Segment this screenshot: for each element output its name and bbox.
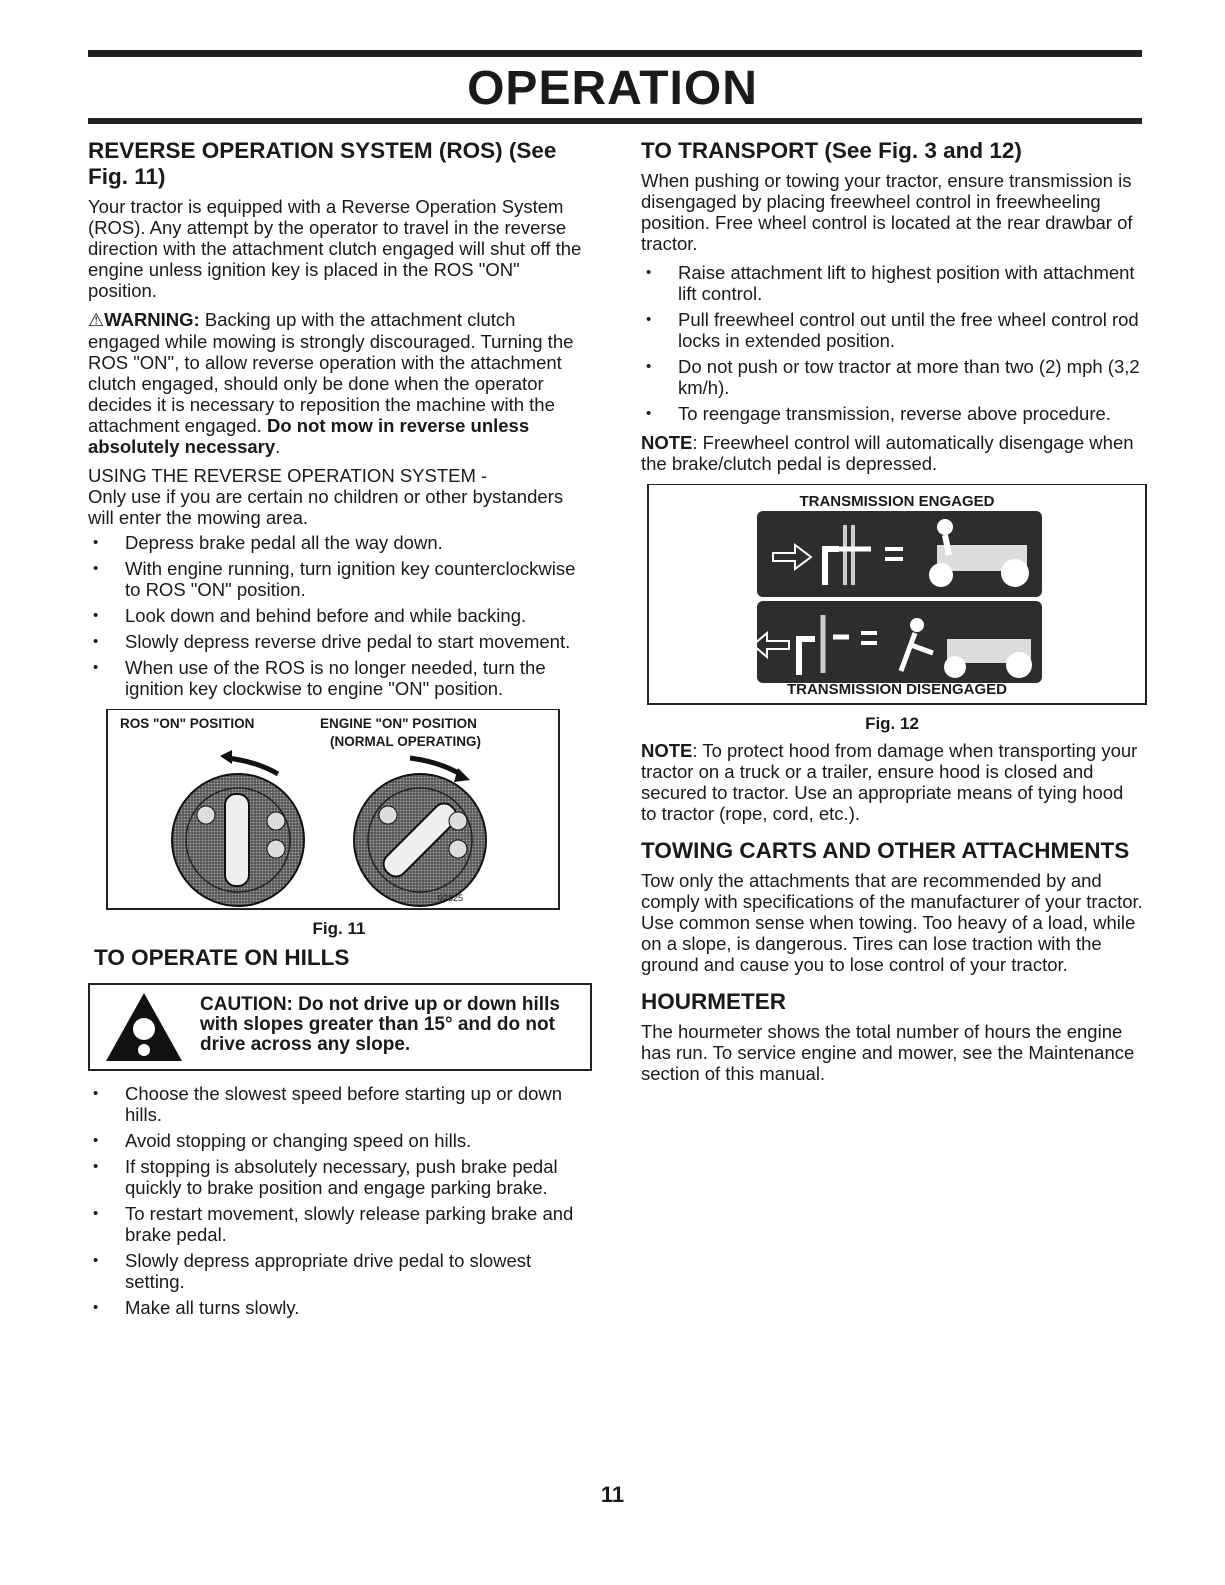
transport-note-2 bbox=[641, 740, 1143, 824]
transport-list bbox=[641, 262, 1143, 424]
transport-intro: When pushing or towing your tractor, ensure transmission is disengaged by placing freewheel control in freewheeling position. Free wheel control is located at the rear drawbar of tractor. bbox=[641, 170, 1133, 254]
list-item: • Depress brake pedal all the way down. bbox=[88, 532, 590, 553]
warning-label: WARNING: bbox=[104, 309, 200, 330]
ros-intro: Your tractor is equipped with a Reverse Operation System (ROS). Any attempt by the operator to travel in the reverse direction with the attachment clutch engaged will shut off the engine unless ignition key is placed in the ROS "ON" position. bbox=[88, 196, 582, 301]
towing-heading: TOWING CARTS AND OTHER ATTACHMENTS bbox=[641, 838, 1130, 863]
list-item: • Slowly depress appropriate drive pedal to slowest setting. bbox=[88, 1250, 590, 1292]
list-item: • To reengage transmission, reverse above procedure. bbox=[641, 403, 1143, 424]
ros-using-intro: Only use if you are certain no children or other bystanders will enter the mowing area. bbox=[88, 486, 564, 528]
engine-on-position-label: ENGINE "ON" POSITION bbox=[320, 716, 477, 731]
hills-heading: TO OPERATE ON HILLS bbox=[94, 945, 350, 970]
ros-using-heading: USING THE REVERSE OPERATION SYSTEM - bbox=[88, 465, 488, 486]
engaged-diagram-icon bbox=[773, 519, 1029, 587]
list-item: • Pull freewheel control out until the free wheel control rod locks in extended position. bbox=[641, 309, 1143, 351]
ros-steps-list bbox=[88, 532, 590, 699]
warning-text: Backing up with the attachment clutch engaged while mowing is strongly discouraged. Turning the ROS "ON", to allow reverse operation with the attachment clutch engaged, should only be done when the operator decides it is necessary to reposition the machine with the attachment engaged. bbox=[88, 309, 574, 436]
transport-heading: TO TRANSPORT (See Fig. 3 and 12) bbox=[641, 138, 1022, 163]
list-item: • Look down and behind before and while backing. bbox=[88, 605, 590, 626]
list-item: • With engine running, turn ignition key counterclockwise to ROS "ON" position. bbox=[88, 558, 590, 600]
warning-bold-text: Do not mow in reverse unless absolutely necessary bbox=[88, 415, 530, 457]
figure-11 bbox=[106, 709, 560, 910]
figure-12 bbox=[647, 484, 1147, 705]
note-text: : To protect hood from damage when transporting your tractor on a truck or a trailer, ensure hood is closed and secured to tractor. Use an appropriate means of tying hood to tractor (rope, cord, etc.). bbox=[641, 740, 1138, 824]
list-item: • To restart movement, slowly release parking brake and brake pedal. bbox=[88, 1203, 590, 1245]
ros-on-switch-icon bbox=[172, 750, 304, 906]
page-number: 11 bbox=[600, 1482, 625, 1507]
transmission-engaged-label: TRANSMISSION ENGAGED bbox=[799, 493, 995, 510]
caution-text: CAUTION: Do not drive up or down hills with slopes greater than 15° and do not drive across any slope. bbox=[200, 994, 560, 1055]
note-label: NOTE bbox=[641, 432, 693, 453]
caution-triangle-icon bbox=[104, 991, 184, 1063]
warning-end: . bbox=[275, 436, 281, 457]
disengaged-diagram-icon bbox=[753, 615, 1032, 678]
fig12-caption: Fig. 12 bbox=[865, 714, 919, 733]
list-item: • When use of the ROS is no longer needed, turn the ignition key clockwise to engine "ON" position. bbox=[88, 657, 590, 699]
normal-operating-label: (NORMAL OPERATING) bbox=[330, 734, 481, 749]
caution-box bbox=[88, 983, 592, 1071]
hourmeter-text: The hourmeter shows the total number of hours the engine has run. To service engine and mower, see the Maintenance section of this manual. bbox=[641, 1021, 1135, 1084]
part-code: 02825 bbox=[438, 893, 464, 903]
left-column bbox=[88, 138, 590, 1326]
note-label: NOTE bbox=[641, 740, 693, 761]
towing-text: Tow only the attachments that are recommended by and comply with specifications of the manufacturer of your tractor. Use common sense when towing. Too heavy of a load, while on a slope, is dangerous. Tires can lose traction with the ground and cause you to lose control of your tractor. bbox=[641, 870, 1143, 975]
transmission-diagram bbox=[649, 485, 1145, 703]
hourmeter-heading: HOURMETER bbox=[641, 989, 786, 1014]
page-title: OPERATION bbox=[467, 62, 758, 115]
list-item: • Raise attachment lift to highest position with attachment lift control. bbox=[641, 262, 1143, 304]
top-rule bbox=[88, 50, 1142, 57]
fig11-caption: Fig. 11 bbox=[312, 919, 366, 938]
list-item: • Do not push or tow tractor at more than two (2) mph (3,2 km/h). bbox=[641, 356, 1143, 398]
note-text: : Freewheel control will automatically disengage when the brake/clutch pedal is depressed. bbox=[641, 432, 1134, 474]
list-item: • Avoid stopping or changing speed on hills. bbox=[88, 1130, 590, 1151]
ros-heading: REVERSE OPERATION SYSTEM (ROS) (See Fig. 11) bbox=[88, 138, 557, 189]
ros-on-position-label: ROS "ON" POSITION bbox=[120, 716, 255, 731]
list-item: • If stopping is absolutely necessary, push brake pedal quickly to brake position and engage parking brake. bbox=[88, 1156, 590, 1198]
right-column bbox=[641, 138, 1143, 1092]
list-item: • Slowly depress reverse drive pedal to start movement. bbox=[88, 631, 590, 652]
title-underline bbox=[88, 118, 1142, 124]
transmission-disengaged-label: TRANSMISSION DISENGAGED bbox=[786, 681, 1008, 698]
hills-list bbox=[88, 1083, 590, 1318]
warning-triangle-icon: ⚠ bbox=[88, 310, 105, 330]
engine-on-switch-icon bbox=[354, 758, 486, 906]
list-item: • Make all turns slowly. bbox=[88, 1297, 590, 1318]
list-item: • Choose the slowest speed before starting up or down hills. bbox=[88, 1083, 590, 1125]
ros-warning bbox=[88, 309, 590, 457]
transport-note-1 bbox=[641, 432, 1143, 474]
